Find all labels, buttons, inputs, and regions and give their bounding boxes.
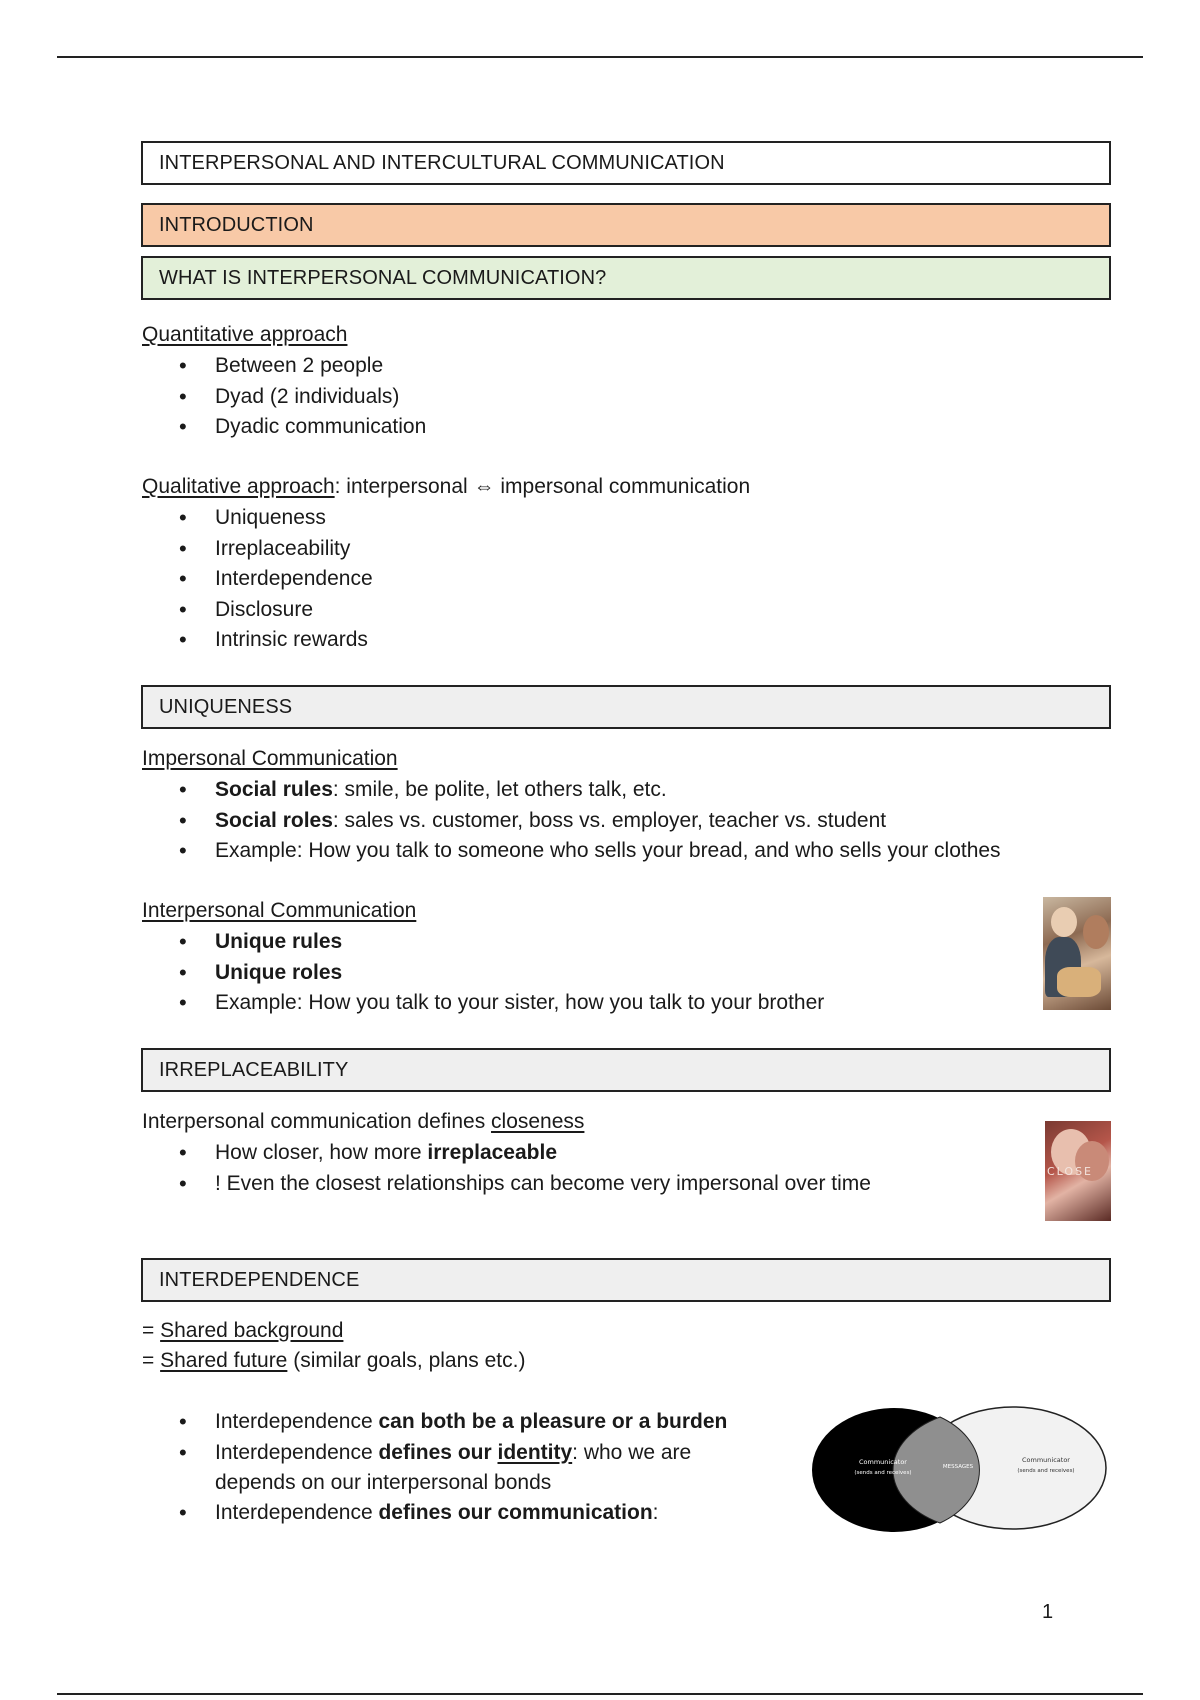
list-item: • Interdependence	[142, 564, 373, 595]
impersonal-list	[142, 775, 1001, 867]
interdependence-list	[142, 1407, 735, 1528]
list-item: • Between 2 people	[142, 351, 426, 382]
list-item: • Unique roles	[142, 958, 824, 989]
list-item: • Example: How you talk to your sister, how you talk to your brother	[142, 988, 824, 1019]
list-item: • Interdependence defines our communication:	[142, 1498, 735, 1529]
document-title: INTERPERSONAL AND INTERCULTURAL COMMUNICATION	[141, 141, 1111, 185]
list-item: • Disclosure	[142, 595, 373, 626]
list-item: • Social roles: sales vs. customer, boss vs. employer, teacher vs. student	[142, 806, 1001, 837]
list-item: • Unique rules	[142, 927, 824, 958]
list-item: • How closer, how more irreplaceable	[142, 1138, 871, 1169]
list-item: • Dyadic communication	[142, 412, 426, 443]
interpersonal-list	[142, 927, 824, 1019]
right-communicator-title: Communicator	[1022, 1456, 1070, 1464]
uniqueness-heading: UNIQUENESS	[141, 685, 1111, 729]
list-item: • Intrinsic rewards	[142, 625, 373, 656]
irreplaceability-intro: Interpersonal communication defines closeness	[142, 1110, 585, 1133]
messages-label: MESSAGES	[942, 1464, 974, 1470]
header-rule	[57, 56, 1143, 58]
right-communicator-sub: (sends and receives)	[1017, 1468, 1075, 1474]
left-communicator-sub: (sends and receives)	[854, 1470, 912, 1476]
interdependence-heading: INTERDEPENDENCE	[141, 1258, 1111, 1302]
list-item: • ! Even the closest relationships can become very impersonal over time	[142, 1169, 871, 1200]
list-item: • Irreplaceability	[142, 534, 373, 565]
people-talking-photo	[1043, 897, 1111, 1010]
what-is-heading: WHAT IS INTERPERSONAL COMMUNICATION?	[141, 256, 1111, 300]
left-communicator-title: Communicator	[859, 1458, 907, 1466]
shared-future: = Shared future (similar goals, plans etc.)	[142, 1349, 526, 1372]
list-item: • Uniqueness	[142, 503, 373, 534]
list-item: • Social rules: smile, be polite, let others talk, etc.	[142, 775, 1001, 806]
list-item: • Dyad (2 individuals)	[142, 382, 426, 413]
qualitative-label: Qualitative approach: interpersonal ⇔ impersonal communication	[142, 475, 751, 498]
qualitative-list	[142, 503, 373, 656]
quantitative-label: Quantitative approach	[142, 323, 348, 346]
list-item: • Example: How you talk to someone who sells your bread, and who sells your clothes	[142, 836, 1001, 867]
footer-rule	[57, 1693, 1143, 1695]
irreplaceability-list	[142, 1138, 871, 1199]
introduction-heading: INTRODUCTION	[141, 203, 1111, 247]
communication-venn-diagram	[810, 1404, 1110, 1534]
quantitative-list	[142, 351, 426, 443]
close-movie-poster: CLOSE	[1045, 1121, 1111, 1221]
list-item: • Interdependence can both be a pleasure or a burden	[142, 1407, 735, 1438]
irreplaceability-heading: IRREPLACEABILITY	[141, 1048, 1111, 1092]
page-number: 1	[1042, 1601, 1054, 1623]
interpersonal-label: Interpersonal Communication	[142, 899, 417, 922]
shared-background: = Shared background	[142, 1319, 344, 1342]
list-item: • Interdependence defines our identity: who we are depends on our interpersonal bonds	[142, 1438, 735, 1498]
impersonal-label: Impersonal Communication	[142, 747, 398, 770]
